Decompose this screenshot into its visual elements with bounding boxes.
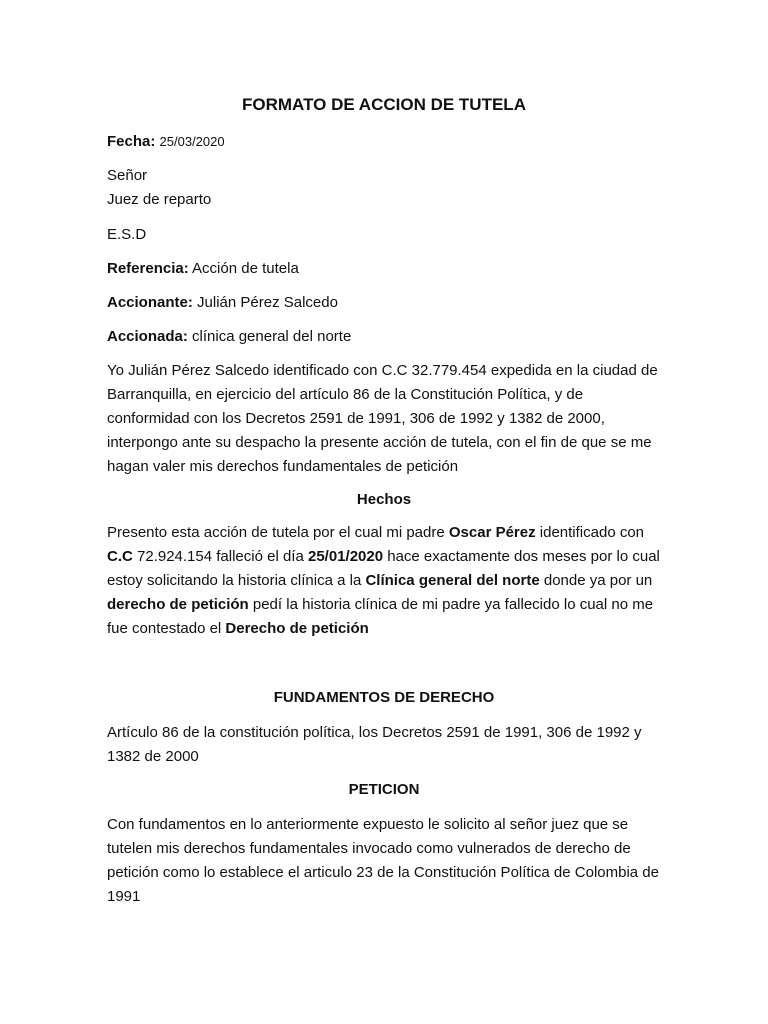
hechos-bold-clinic: Clínica general del norte	[365, 572, 540, 589]
document-title: FORMATO DE ACCION DE TUTELA	[242, 95, 526, 114]
peticion-paragraph: Con fundamentos en lo anteriormente expuesto le solicito al señor juez que se tutelen mis derechos fundamentales invocado como vulnerados de derecho de petición como lo establece el articulo 23 de la Constitución Política de Colombia de 1991	[107, 816, 659, 905]
hechos-text-4: hace exactamente dos meses por lo cual estoy solicitando la historia clínica a la	[107, 548, 660, 589]
hechos-text-2: identificado con	[535, 524, 645, 541]
hechos-bold-date: 25/01/2020	[307, 548, 384, 565]
accionada-label: Accionada:	[107, 328, 188, 345]
date-label: Fecha:	[107, 133, 156, 150]
referencia-value: Acción de tutela	[192, 260, 299, 277]
accionada-value: clínica general del norte	[192, 328, 352, 345]
hechos-bold-cc: C.C	[107, 548, 133, 565]
hechos-bold-petition: derecho de petición	[107, 596, 249, 613]
hechos-text-1: Presento esta acción de tutela por el cual mi padre	[107, 524, 449, 541]
hechos-text-3: 72.924.154 falleció el día	[132, 548, 308, 565]
referencia-line	[107, 257, 667, 281]
date-value: 25/03/2020	[159, 134, 225, 149]
referencia-label: Referencia:	[107, 260, 189, 277]
fundamentos-paragraph: Artículo 86 de la constitución política, los Decretos 2591 de 1991, 306 de 1992 y 1382 de 2000	[107, 724, 642, 765]
addressee-line-2: Juez de reparto	[107, 191, 212, 208]
accionante-label: Accionante:	[107, 294, 193, 311]
peticion-heading: PETICION	[348, 781, 420, 798]
accionada-line	[107, 325, 667, 349]
hechos-heading: Hechos	[356, 491, 412, 508]
hechos-bold-petition-2: Derecho de petición	[225, 620, 369, 637]
esd-line: E.S.D	[107, 226, 147, 243]
fundamentos-heading: FUNDAMENTOS DE DERECHO	[273, 689, 495, 706]
accionante-value: Julián Pérez Salcedo	[197, 294, 338, 311]
intro-paragraph: Yo Julián Pérez Salcedo identificado con C.C 32.779.454 expedida en la ciudad de Barranquilla, en ejercicio del artículo 86 de la Constitución Política, y de conformidad con los Decretos 2591 de 1991, 306 de 1992 y 1382 de 2000, interpongo ante su despacho la presente acción de tutela, con el fin de que se me hagan valer mis derechos fundamentales de petición	[107, 362, 658, 475]
addressee-line-1: Señor	[107, 167, 148, 184]
hechos-bold-father-name: Oscar Pérez	[448, 524, 536, 541]
date-line	[107, 130, 667, 154]
accionante-line	[107, 291, 667, 315]
hechos-paragraph	[107, 521, 667, 641]
hechos-text-6: pedí la historia clínica de mi padre ya fallecido lo cual no me fue contestado el	[107, 596, 654, 637]
hechos-text-5: donde ya por un	[539, 572, 653, 589]
addressee-block	[107, 164, 667, 212]
